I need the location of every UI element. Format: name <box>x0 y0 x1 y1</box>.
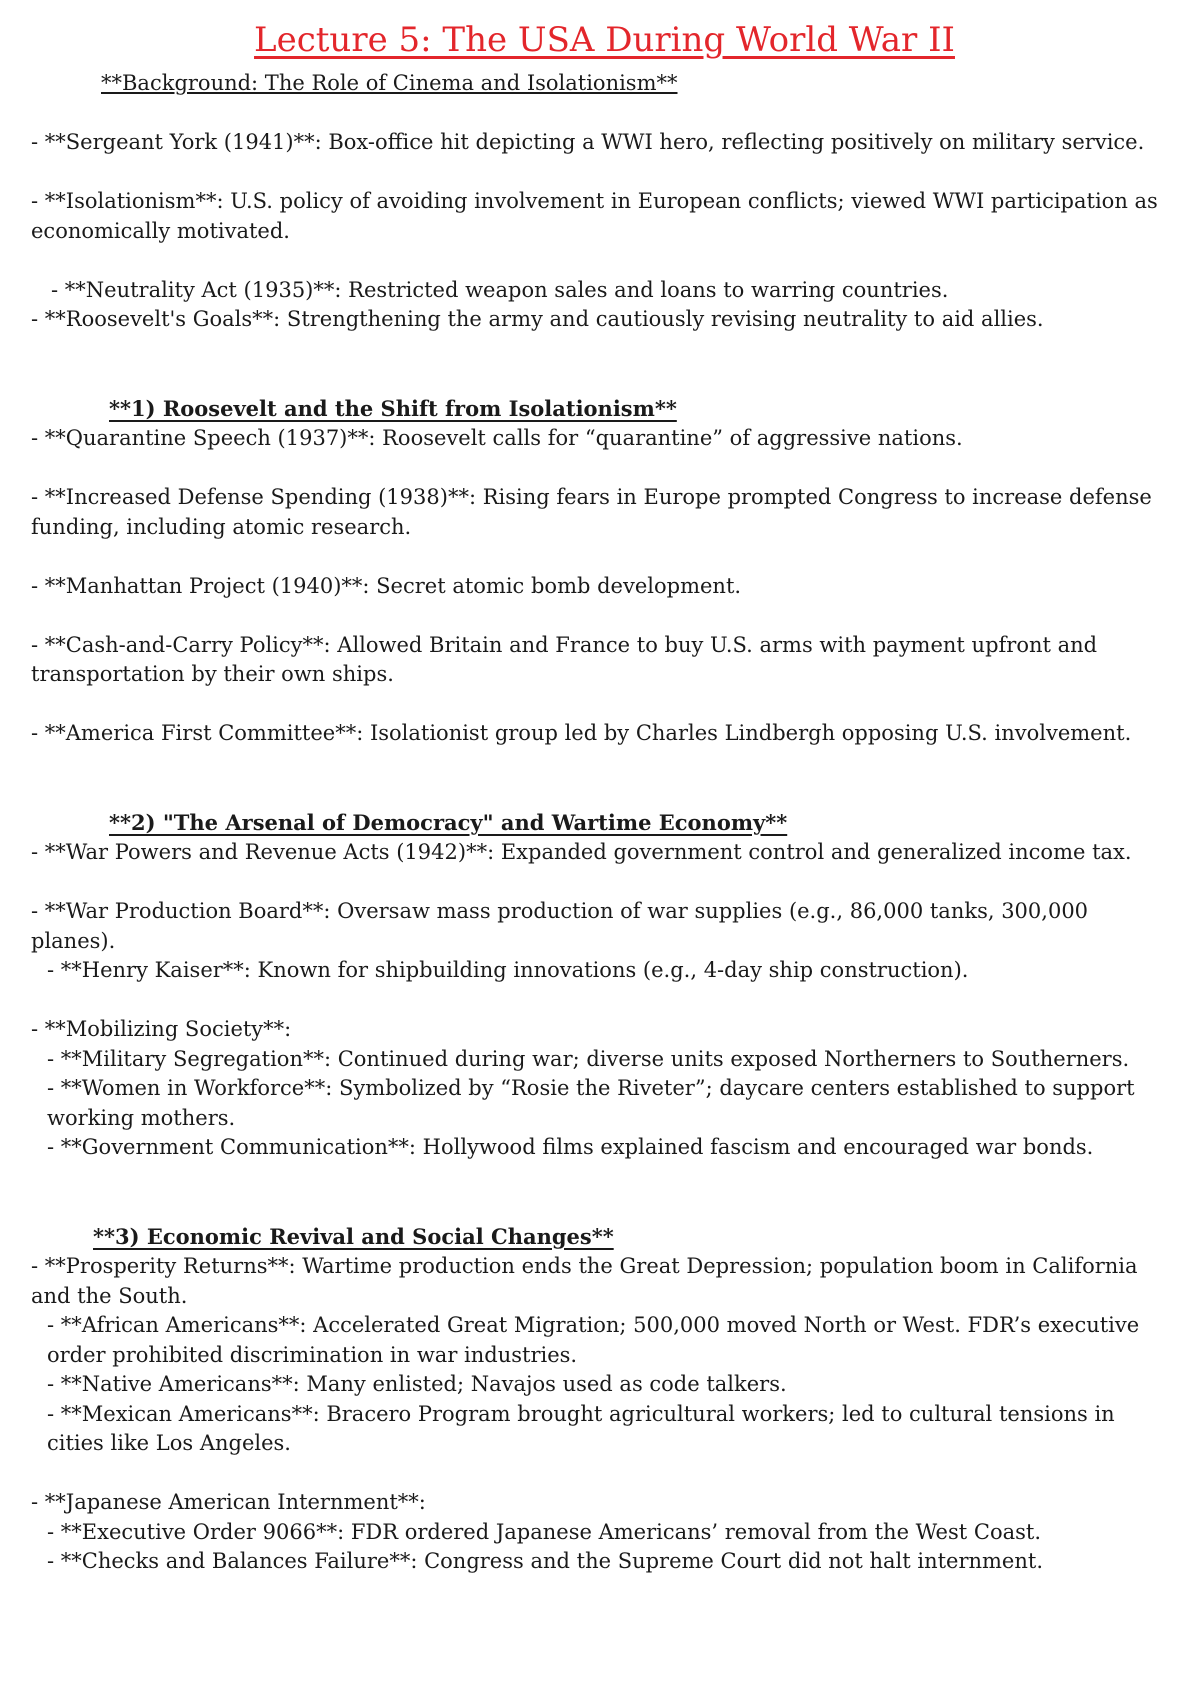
list-item: - **Sergeant York (1941)**: Box-office hit depicting a WWI hero, reflecting positively on military service. <box>31 130 1145 154</box>
list-item: - **Cash-and-Carry Policy**: Allowed Britain and France to buy U.S. arms with payment upfront and transportation by their own ships. <box>31 632 1098 686</box>
list-item: - **War Powers and Revenue Acts (1942)**: Expanded government control and generalized income tax. <box>31 840 1132 864</box>
list-item: - **Roosevelt's Goals**: Strengthening the army and cautiously revising neutrality to aid allies. <box>31 307 1044 331</box>
list-item: - **Mobilizing Society**: <box>31 1017 292 1041</box>
list-item: - **America First Committee**: Isolationist group led by Charles Lindbergh opposing U.S. involvement. <box>31 721 1132 745</box>
list-item: - **Women in Workforce**: Symbolized by “Rosie the Riveter”; daycare centers established to support working mothers. <box>47 1076 1135 1130</box>
section-3-heading: **3) Economic Revival and Social Changes** <box>93 1223 614 1249</box>
section-1-heading: **1) Roosevelt and the Shift from Isolationism** <box>109 395 677 421</box>
list-item: - **Checks and Balances Failure**: Congress and the Supreme Court did not halt internment. <box>47 1549 1044 1573</box>
list-item: - **Prosperity Returns**: Wartime production ends the Great Depression; population boom in California and the South. <box>31 1254 1138 1308</box>
list-item: - **Quarantine Speech (1937)**: Roosevelt calls for “quarantine” of aggressive nations. <box>31 426 963 450</box>
section-2-heading: **2) "The Arsenal of Democracy" and Wartime Economy** <box>109 809 788 835</box>
list-item: - **War Production Board**: Oversaw mass production of war supplies (e.g., 86,000 tanks, 300,000 planes). <box>31 899 1089 953</box>
list-item: - **Military Segregation**: Continued during war; diverse units exposed Northerners to Southerners. <box>47 1046 1130 1071</box>
list-item: - **Manhattan Project (1940)**: Secret atomic bomb development. <box>31 573 742 598</box>
list-item: - **Neutrality Act (1935)**: Restricted weapon sales and loans to warring countries. <box>51 277 949 302</box>
background-heading: **Background: The Role of Cinema and Isolationism** <box>101 71 678 95</box>
list-item: - **Native Americans**: Many enlisted; Navajos used as code talkers. <box>47 1372 787 1396</box>
list-item: - **Executive Order 9066**: FDR ordered Japanese Americans’ removal from the West Coast. <box>47 1519 1041 1544</box>
list-item: - **Henry Kaiser**: Known for shipbuilding innovations (e.g., 4-day ship construction). <box>47 958 969 982</box>
list-item: - **African Americans**: Accelerated Great Migration; 500,000 moved North or West. FDR’s executive order prohibited discrimination in war industries. <box>47 1313 1140 1367</box>
list-item: - **Increased Defense Spending (1938)**: Rising fears in Europe prompted Congress to increase defense funding, including atomic research. <box>31 485 1152 539</box>
list-item: - **Mexican Americans**: Bracero Program brought agricultural workers; led to cultural tensions in cities like Los Angeles. <box>47 1401 1115 1455</box>
page-title: Lecture 5: The USA During World War II <box>254 20 955 60</box>
list-item: - **Isolationism**: U.S. policy of avoiding involvement in European conflicts; viewed WWI participation as economically motivated. <box>31 189 1158 243</box>
list-item: - **Japanese American Internment**: <box>31 1490 426 1514</box>
list-item: - **Government Communication**: Hollywood films explained fascism and encouraged war bonds. <box>47 1135 1094 1159</box>
